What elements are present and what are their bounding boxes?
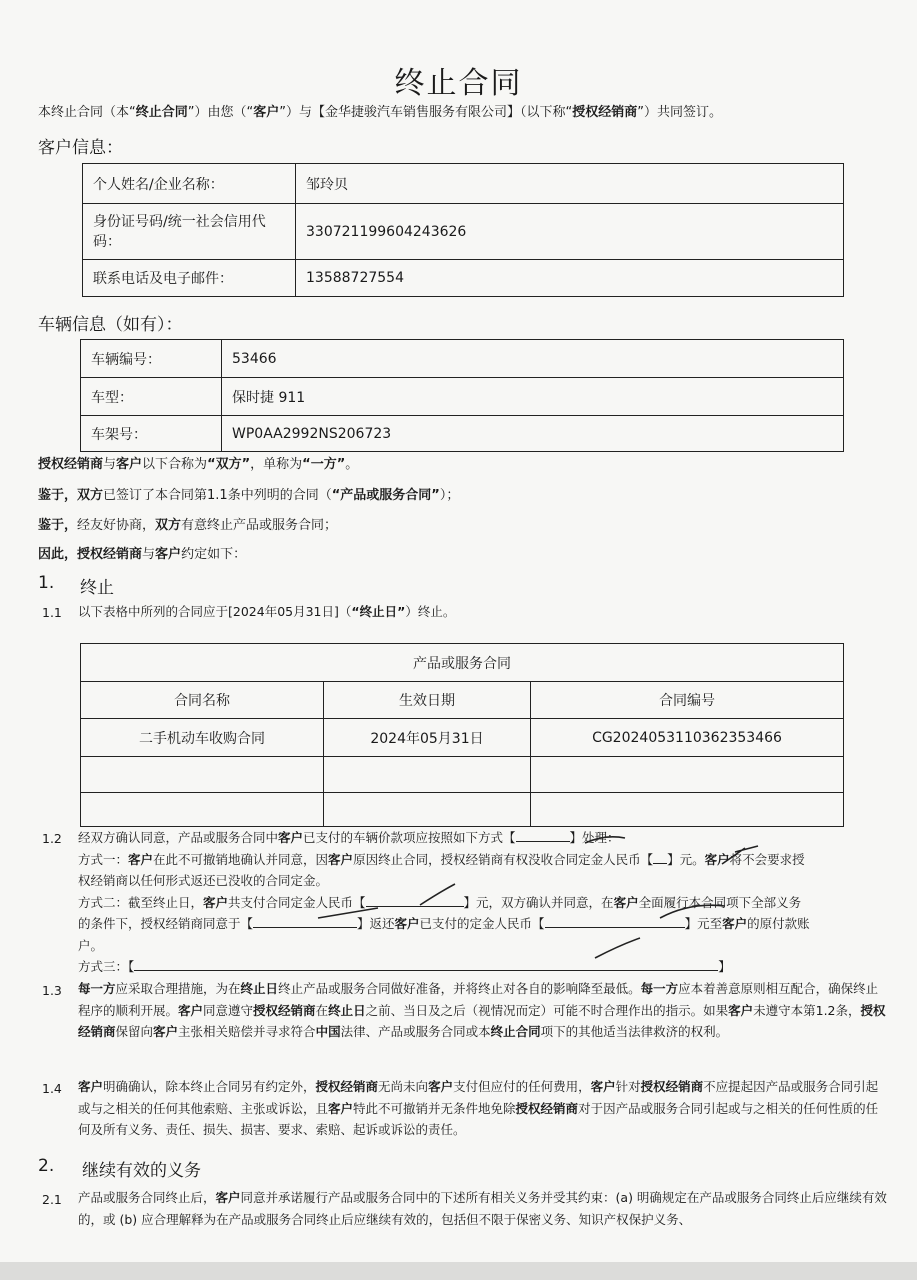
clause-text: 方式二：截至终止日，: [78, 894, 204, 910]
clause-bold: 客户: [128, 851, 154, 867]
clause-bold: 终止合同: [490, 1024, 541, 1039]
clause-bold: 客户: [78, 1079, 104, 1094]
section-1-title: 终止: [80, 578, 114, 598]
clause-text: 全面履行本合同项下全部义务: [638, 894, 802, 910]
clause-bold: 客户: [178, 1002, 204, 1018]
clause-text: 已支付的车辆价款项应按照如下方式【: [303, 830, 516, 845]
clause-bold: 客户: [215, 1190, 241, 1205]
vehicle-label: 车架号：: [81, 416, 222, 452]
intro-text: 本终止合同（本“: [38, 105, 136, 120]
clause-text: 在此不可撤销地确认并同意，因: [153, 851, 329, 867]
clause-text: 主张相关赔偿并寻求符合: [178, 1024, 316, 1039]
vehicle-label: 车辆编号：: [81, 340, 222, 378]
clause-bold: 终止日: [328, 1002, 366, 1018]
clause-text: 原因终止合同，授权经销商有权没收合同定金人民币【: [353, 851, 654, 867]
clause-text: 应采取合理措施，为在: [115, 981, 241, 996]
clause-bold: 客户: [728, 1002, 754, 1018]
clause-bold: 客户: [722, 916, 748, 931]
clause-text: 同意遵守: [203, 1002, 254, 1018]
clause-text: 】元。: [667, 851, 705, 867]
clause-text: 无尚未向: [378, 1079, 429, 1094]
clause-text: 终止产品或服务合同做好准备，并将终止对各自的影响降至最低。: [278, 981, 641, 996]
clause-text: 明确确认，除本终止合同另有约定外，: [103, 1079, 316, 1094]
clause-text: 】处理：: [569, 830, 620, 845]
recital-bold: “一方”: [302, 457, 346, 472]
recital-text: ，单称为: [250, 457, 303, 472]
recital-bold: 双方: [155, 518, 182, 533]
recital-text: 。: [345, 457, 359, 472]
clause-bold: 每一方: [640, 981, 679, 996]
recital-bold: 授权经销商: [77, 547, 143, 562]
clause-bold: 客户: [428, 1079, 454, 1094]
page-bottom-edge: [0, 1262, 917, 1280]
clause-bold: 客户: [203, 894, 229, 910]
clause-text: 支付但应付的任何费用，: [453, 1079, 591, 1094]
clause-bold: 终止日: [240, 981, 279, 996]
clause-1-3-text: [78, 978, 890, 1043]
recital-text: 有意终止产品或服务合同；: [181, 518, 338, 533]
recital-bold: 客户: [116, 457, 143, 472]
page-title: 终止合同: [394, 66, 523, 101]
customer-value: 13588727554: [296, 260, 844, 297]
clause-text: 应本着善意原则相互配合，确保终止程序的顺利开展。: [78, 981, 879, 1018]
table-caption: 产品或服务合同: [81, 644, 844, 682]
clause-bold: 授权经销商: [253, 1002, 316, 1018]
clause-text: 】元，双方确认并同意，在: [463, 894, 614, 910]
clause-bold: “终止日”: [351, 604, 406, 619]
recital-bold: 客户: [155, 547, 182, 562]
clause-bold: 授权经销商: [315, 1079, 379, 1094]
customer-label: 联系电话及电子邮件：: [83, 260, 296, 297]
customer-label: 个人姓名/企业名称：: [83, 164, 296, 204]
clause-bold: 客户: [704, 851, 730, 867]
recital-text: 与: [103, 457, 117, 472]
vehicle-value: WP0AA2992NS206723: [222, 416, 844, 452]
intro-text: ”）由您（“: [187, 105, 254, 120]
clause-text: 对于因产品或服务合同引起或与之相关的任何性质的任何及所有义务、责任、损失、损害、要求、索赔、起诉或诉讼的责任。: [78, 1100, 879, 1137]
intro-text: ”）与【金华捷骏汽车销售服务有限公司】（以下称“: [279, 105, 573, 120]
recital-bold: 鉴于，: [38, 488, 78, 503]
clause-bold: 授权经销商: [640, 1079, 704, 1094]
customer-value: 330721199604243626: [296, 204, 844, 260]
clause-text: 同意并承诺履行产品或服务合同中的下述所有相关义务并受其约束：(a) 明确规定在产品或服务合同终止后应继续有效的，或 (b) 应合理解释为在产品或服务合同终止后应继续有效的，包括但不限于保密义务、知识产权保护义务、: [78, 1190, 887, 1227]
clause-bold: 客户: [278, 830, 304, 845]
recital-bold: 因此，: [38, 547, 78, 562]
clause-text: 不应提起因产品或服务合同引起或与之相关的任何其他索赔、主张或诉讼，且: [78, 1079, 879, 1116]
clause-text: 法律、产品或服务合同或本: [340, 1024, 491, 1039]
handwritten-stroke: [420, 884, 455, 905]
customer-label: 身份证号码/统一社会信用代码：: [83, 204, 296, 260]
clause-text: 以下表格中所列的合同应于[2024年05月31日]（: [78, 604, 352, 619]
recital-text: 已签订了本合同第1.1条中列明的合同（: [103, 488, 332, 503]
table-cell: 2024年05月31日: [324, 719, 531, 757]
customer-info-heading: 客户信息：: [38, 138, 123, 158]
customer-value: 邹玲贝: [296, 164, 844, 204]
clause-2-1-text: [78, 1187, 890, 1230]
clause-1-3-number: 1.3: [42, 983, 62, 998]
clause-text: ）终止。: [405, 604, 456, 619]
clause-text: 保留向: [115, 1024, 154, 1039]
section-1-number: 1.: [38, 573, 55, 593]
recital-text: 约定如下：: [181, 547, 247, 562]
clause-text: 之前、当日及之后（视情况而定）可能不时合理作出的指示。如果: [365, 1002, 729, 1018]
clause-text: 项下的其他适当法律救济的权利。: [540, 1024, 729, 1039]
recital-bold: 鉴于，: [38, 518, 78, 533]
clause-text: 】元至: [684, 916, 723, 931]
section-2-title: 继续有效的义务: [82, 1161, 201, 1181]
handwritten-stroke: [318, 908, 378, 918]
recital-bold: 双方: [77, 488, 104, 503]
clause-2-1-number: 2.1: [42, 1192, 62, 1207]
vehicle-label: 车型：: [81, 378, 222, 416]
table-cell: CG2024053110362353466: [531, 719, 844, 757]
column-header: 合同名称: [81, 682, 324, 719]
section-2-number: 2.: [38, 1156, 55, 1176]
clause-bold: 客户: [328, 1100, 354, 1116]
handwritten-stroke: [595, 938, 640, 958]
clause-bold: 客户: [590, 1079, 616, 1094]
clause-text: 方式一：: [78, 851, 129, 867]
clause-text: 方式三：【: [78, 959, 135, 974]
handwritten-stroke: [660, 905, 725, 918]
recital-bold: “双方”: [207, 457, 251, 472]
clause-text: 将不会要求授: [729, 851, 805, 867]
column-header: 合同编号: [531, 682, 844, 719]
handwritten-stroke: [722, 846, 758, 864]
clause-bold: 客户: [394, 916, 420, 931]
clause-bold: 中国: [315, 1024, 341, 1039]
intro-bold: 客户: [253, 105, 280, 120]
clause-text: 特此不可撤销并无条件地免除: [353, 1100, 516, 1116]
table-cell: 二手机动车收购合同: [81, 719, 324, 757]
clause-text: 的原付款账: [747, 916, 810, 931]
clause-1-1-number: 1.1: [42, 605, 62, 620]
clause-bold: 客户: [613, 894, 639, 910]
clause-1-4-number: 1.4: [42, 1081, 62, 1096]
intro-bold: 授权经销商: [572, 105, 638, 120]
clause-text: 经双方确认同意，产品或服务合同中: [78, 830, 279, 845]
clause-text: 共支付合同定金人民币【: [228, 894, 366, 910]
clause-text: 的条件下，授权经销商同意于【: [78, 916, 254, 931]
column-header: 生效日期: [324, 682, 531, 719]
clause-text: 】: [718, 959, 731, 974]
recital-bold: 授权经销商: [38, 457, 104, 472]
clause-1-2-number: 1.2: [42, 831, 62, 846]
recital-bold: “产品或服务合同”: [331, 488, 440, 503]
clause-bold: 授权经销商: [78, 1002, 886, 1039]
clause-text: 】返还: [357, 916, 395, 931]
clause-bold: 客户: [153, 1024, 179, 1039]
recital-text: 经友好协商，: [77, 518, 156, 533]
intro-text: ”）共同签订。: [637, 105, 723, 120]
clause-bold: 方: [103, 981, 116, 996]
clause-text: 未遵守本第1.2条，: [753, 1002, 861, 1018]
recital-text: 以下合称为: [142, 457, 208, 472]
recital-text: 与: [142, 547, 156, 562]
clause-text: 已支付的定金人民币【: [419, 916, 545, 931]
vehicle-value: 保时捷 911: [222, 378, 844, 416]
handwritten-stroke: [585, 837, 625, 843]
clause-bold: 每一: [78, 981, 104, 996]
vehicle-value: 53466: [222, 340, 844, 378]
clause-text: 户。: [78, 937, 104, 953]
intro-bold: 终止合同: [135, 105, 188, 120]
clause-bold: 授权经销商: [515, 1100, 579, 1116]
clause-text: 权经销商以任何形式返还已没收的合同定金。: [78, 873, 329, 888]
clause-1-4-text: [78, 1076, 890, 1141]
clause-text: 针对: [615, 1079, 641, 1094]
clause-text: 产品或服务合同终止后，: [78, 1190, 216, 1205]
recital-text: ）；: [439, 488, 460, 503]
clause-text: 在: [315, 1002, 329, 1018]
vehicle-info-heading: 车辆信息（如有）：: [38, 315, 183, 335]
clause-bold: 客户: [328, 851, 354, 867]
